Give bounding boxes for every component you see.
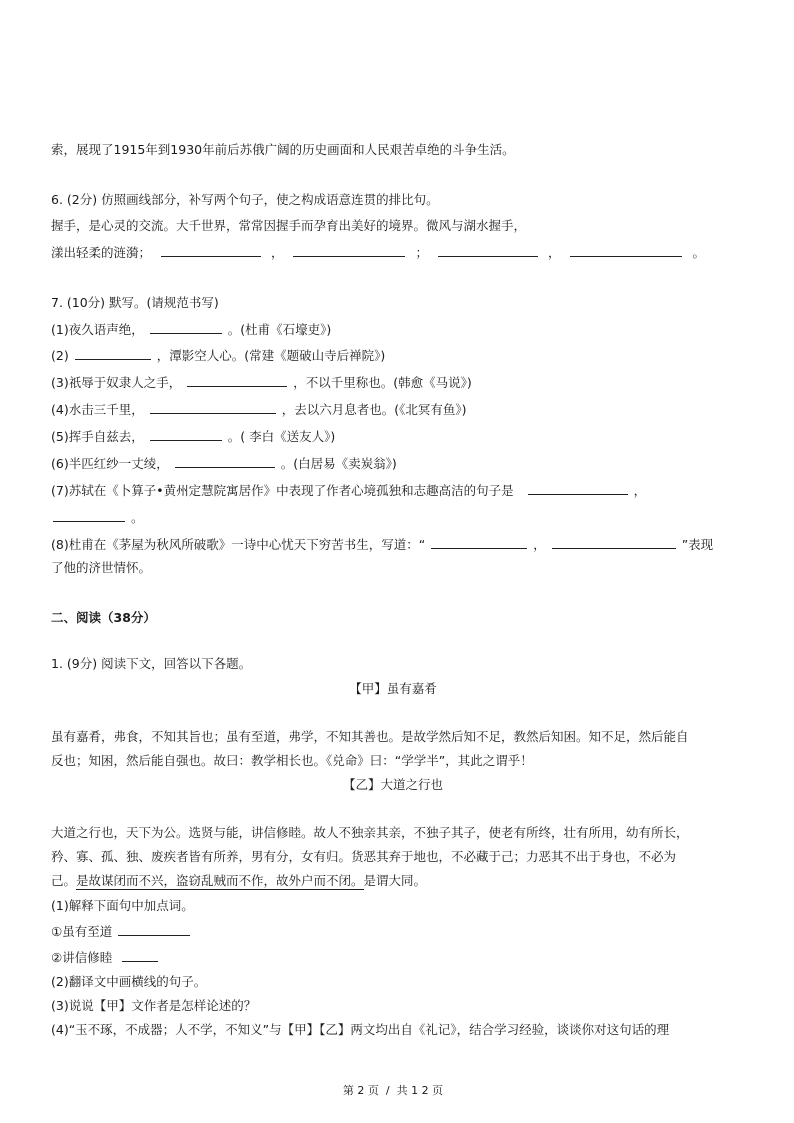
- q7-item-3-pre: (3)祇辱于奴隶人之手，: [51, 375, 182, 390]
- sub-question-1a-text: ①虽有至道: [51, 924, 113, 939]
- sub-question-4: (4)“玉不琢，不成器；人不学，不知义”与【甲】【乙】两文均出自《礼记》，结合学习经验，谈谈你对这句话的理: [51, 1022, 670, 1037]
- jia-title: 【甲】虽有嘉肴: [349, 681, 437, 696]
- q7-item-5-pre: (5)挥手自兹去，: [51, 429, 144, 444]
- sub-question-3: (3)说说【甲】文作者是怎样论述的？: [51, 998, 257, 1013]
- intro-tail: 索，展现了1915年到1930年前后苏俄广阔的历史画面和人民艰苦卓绝的斗争生活。: [51, 142, 515, 157]
- yi-p3-end: 是谓大同。: [363, 873, 427, 888]
- yi-paragraph-line3: [51, 873, 426, 889]
- q7-item-8-line2: 了他的济世情怀。: [51, 560, 152, 575]
- q6-line2-start: 漾出轻柔的涟漪；: [51, 245, 152, 260]
- q6-line1: 握手，是心灵的交流。大千世界，常常因握手而孕育出美好的境界。微风与湖水握手，: [51, 218, 527, 233]
- q7-item-7-pre: (7)苏轼在《卜算子•黄州定慧院寓居作》中表现了作者心境孤独和志趣高洁的句子是: [51, 483, 514, 498]
- sub-question-1a: [51, 923, 196, 940]
- jia-paragraph-line1: 虽有嘉肴，弗食，不知其旨也；虽有至道，弗学，不知其善也。是故学然后知不足，教然后知困。知不足，然后能自: [51, 729, 689, 744]
- page-footer: 第 2 页 / 共 1 2 页: [342, 1084, 444, 1097]
- underlined-sentence: 是故谋闭而不兴，盗窃乱贼而不作，故外户而不闭。: [76, 873, 364, 888]
- sub-question-1b-text: ②讲信修睦: [51, 950, 113, 965]
- q7-item-4: [51, 401, 466, 418]
- q7-item-5-post: 。( 李白《送友人》): [227, 429, 336, 444]
- q6-sep1: ，: [270, 245, 284, 260]
- answer-blank[interactable]: [118, 923, 190, 936]
- answer-blank[interactable]: [431, 536, 527, 549]
- q7-item-4-pre: (4)水击三千里，: [51, 402, 144, 417]
- answer-blank[interactable]: [175, 455, 275, 468]
- q7-item-7-sep: ，: [633, 483, 647, 498]
- jia-paragraph-line2: 反也；知困，然后能自强也。故曰：教学相长也。《兑命》曰：“学学半”，其此之谓乎！: [51, 753, 533, 768]
- answer-blank[interactable]: [438, 244, 538, 257]
- q7-item-4-post: ，去以六月息者也。(《北冥有鱼》): [281, 402, 467, 417]
- q7-item-6: [51, 455, 397, 472]
- yi-title: 【乙】大道之行也: [342, 777, 443, 792]
- q7-item-7-end: 。: [131, 510, 144, 525]
- reading-q1-title: 1. (9分) 阅读下文，回答以下各题。: [51, 656, 252, 671]
- q7-item-1-post: 。(杜甫《石壕吏》): [227, 322, 332, 337]
- section-title: 二、阅读（38分）: [51, 610, 156, 625]
- yi-paragraph-line1: 大道之行也，天下为公。选贤与能，讲信修睦。故人不独亲其亲，不独子其子，使老有所终，壮有所用，幼有所长，: [51, 825, 689, 840]
- q6-sep3: ，: [547, 245, 561, 260]
- q7-item-6-post: 。(白居易《卖炭翁》): [280, 456, 397, 471]
- q6-title: 6. (2分) 仿照画线部分，补写两个句子，使之构成语意连贯的排比句。: [51, 192, 439, 207]
- q7-item-8: [51, 536, 713, 553]
- q6-end: 。: [692, 245, 705, 260]
- q6-line2: [51, 244, 705, 261]
- q7-title: 7. (10分) 默写。(请规范书写): [51, 295, 219, 310]
- q7-item-3-post: ，不以千里称也。(韩愈《马说》): [293, 375, 472, 390]
- q7-item-6-pre: (6)半匹红纱一丈绫，: [51, 456, 169, 471]
- answer-blank[interactable]: [293, 244, 405, 257]
- sub-question-2: (2)翻译文中画横线的句子。: [51, 974, 207, 989]
- q7-item-8-sep: ，: [533, 537, 546, 552]
- q7-item-8-post: ”表现: [681, 537, 714, 552]
- yi-paragraph-line2: 矜、寡、孤、独、废疾者皆有所养，男有分，女有归。货恶其弃于地也，不必藏于己；力恶其不出于身也，不必为: [51, 849, 677, 864]
- answer-blank[interactable]: [552, 536, 676, 549]
- q7-item-8-pre: (8)杜甫在《茅屋为秋风所破歌》一诗中心忧天下穷苦书生，写道：“: [51, 537, 426, 552]
- q7-item-5: [51, 428, 335, 445]
- answer-blank[interactable]: [75, 347, 151, 360]
- q7-item-7-cont: [51, 509, 144, 526]
- sub-question-1: (1)解释下面句中加点词。: [51, 898, 194, 913]
- q7-item-1-pre: (1)夜久语声绝，: [51, 322, 144, 337]
- yi-p3-start: 己。: [51, 873, 77, 888]
- answer-blank[interactable]: [122, 949, 158, 962]
- answer-blank[interactable]: [150, 428, 222, 441]
- answer-blank[interactable]: [53, 509, 125, 522]
- answer-blank[interactable]: [528, 482, 628, 495]
- answer-blank[interactable]: [150, 321, 222, 334]
- answer-blank[interactable]: [187, 374, 287, 387]
- answer-blank[interactable]: [150, 401, 276, 414]
- q7-item-3: [51, 374, 472, 391]
- sub-question-1b: [51, 949, 164, 966]
- q7-item-1: [51, 321, 331, 338]
- answer-blank[interactable]: [161, 244, 261, 257]
- q7-item-2-post: ，潭影空人心。(常建《题破山寺后禅院》): [156, 348, 386, 363]
- q7-item-2-pre: (2): [51, 348, 69, 363]
- q6-sep2: ；: [415, 245, 428, 260]
- q7-item-2: [51, 347, 385, 364]
- q7-item-7: [51, 482, 646, 499]
- answer-blank[interactable]: [570, 244, 682, 257]
